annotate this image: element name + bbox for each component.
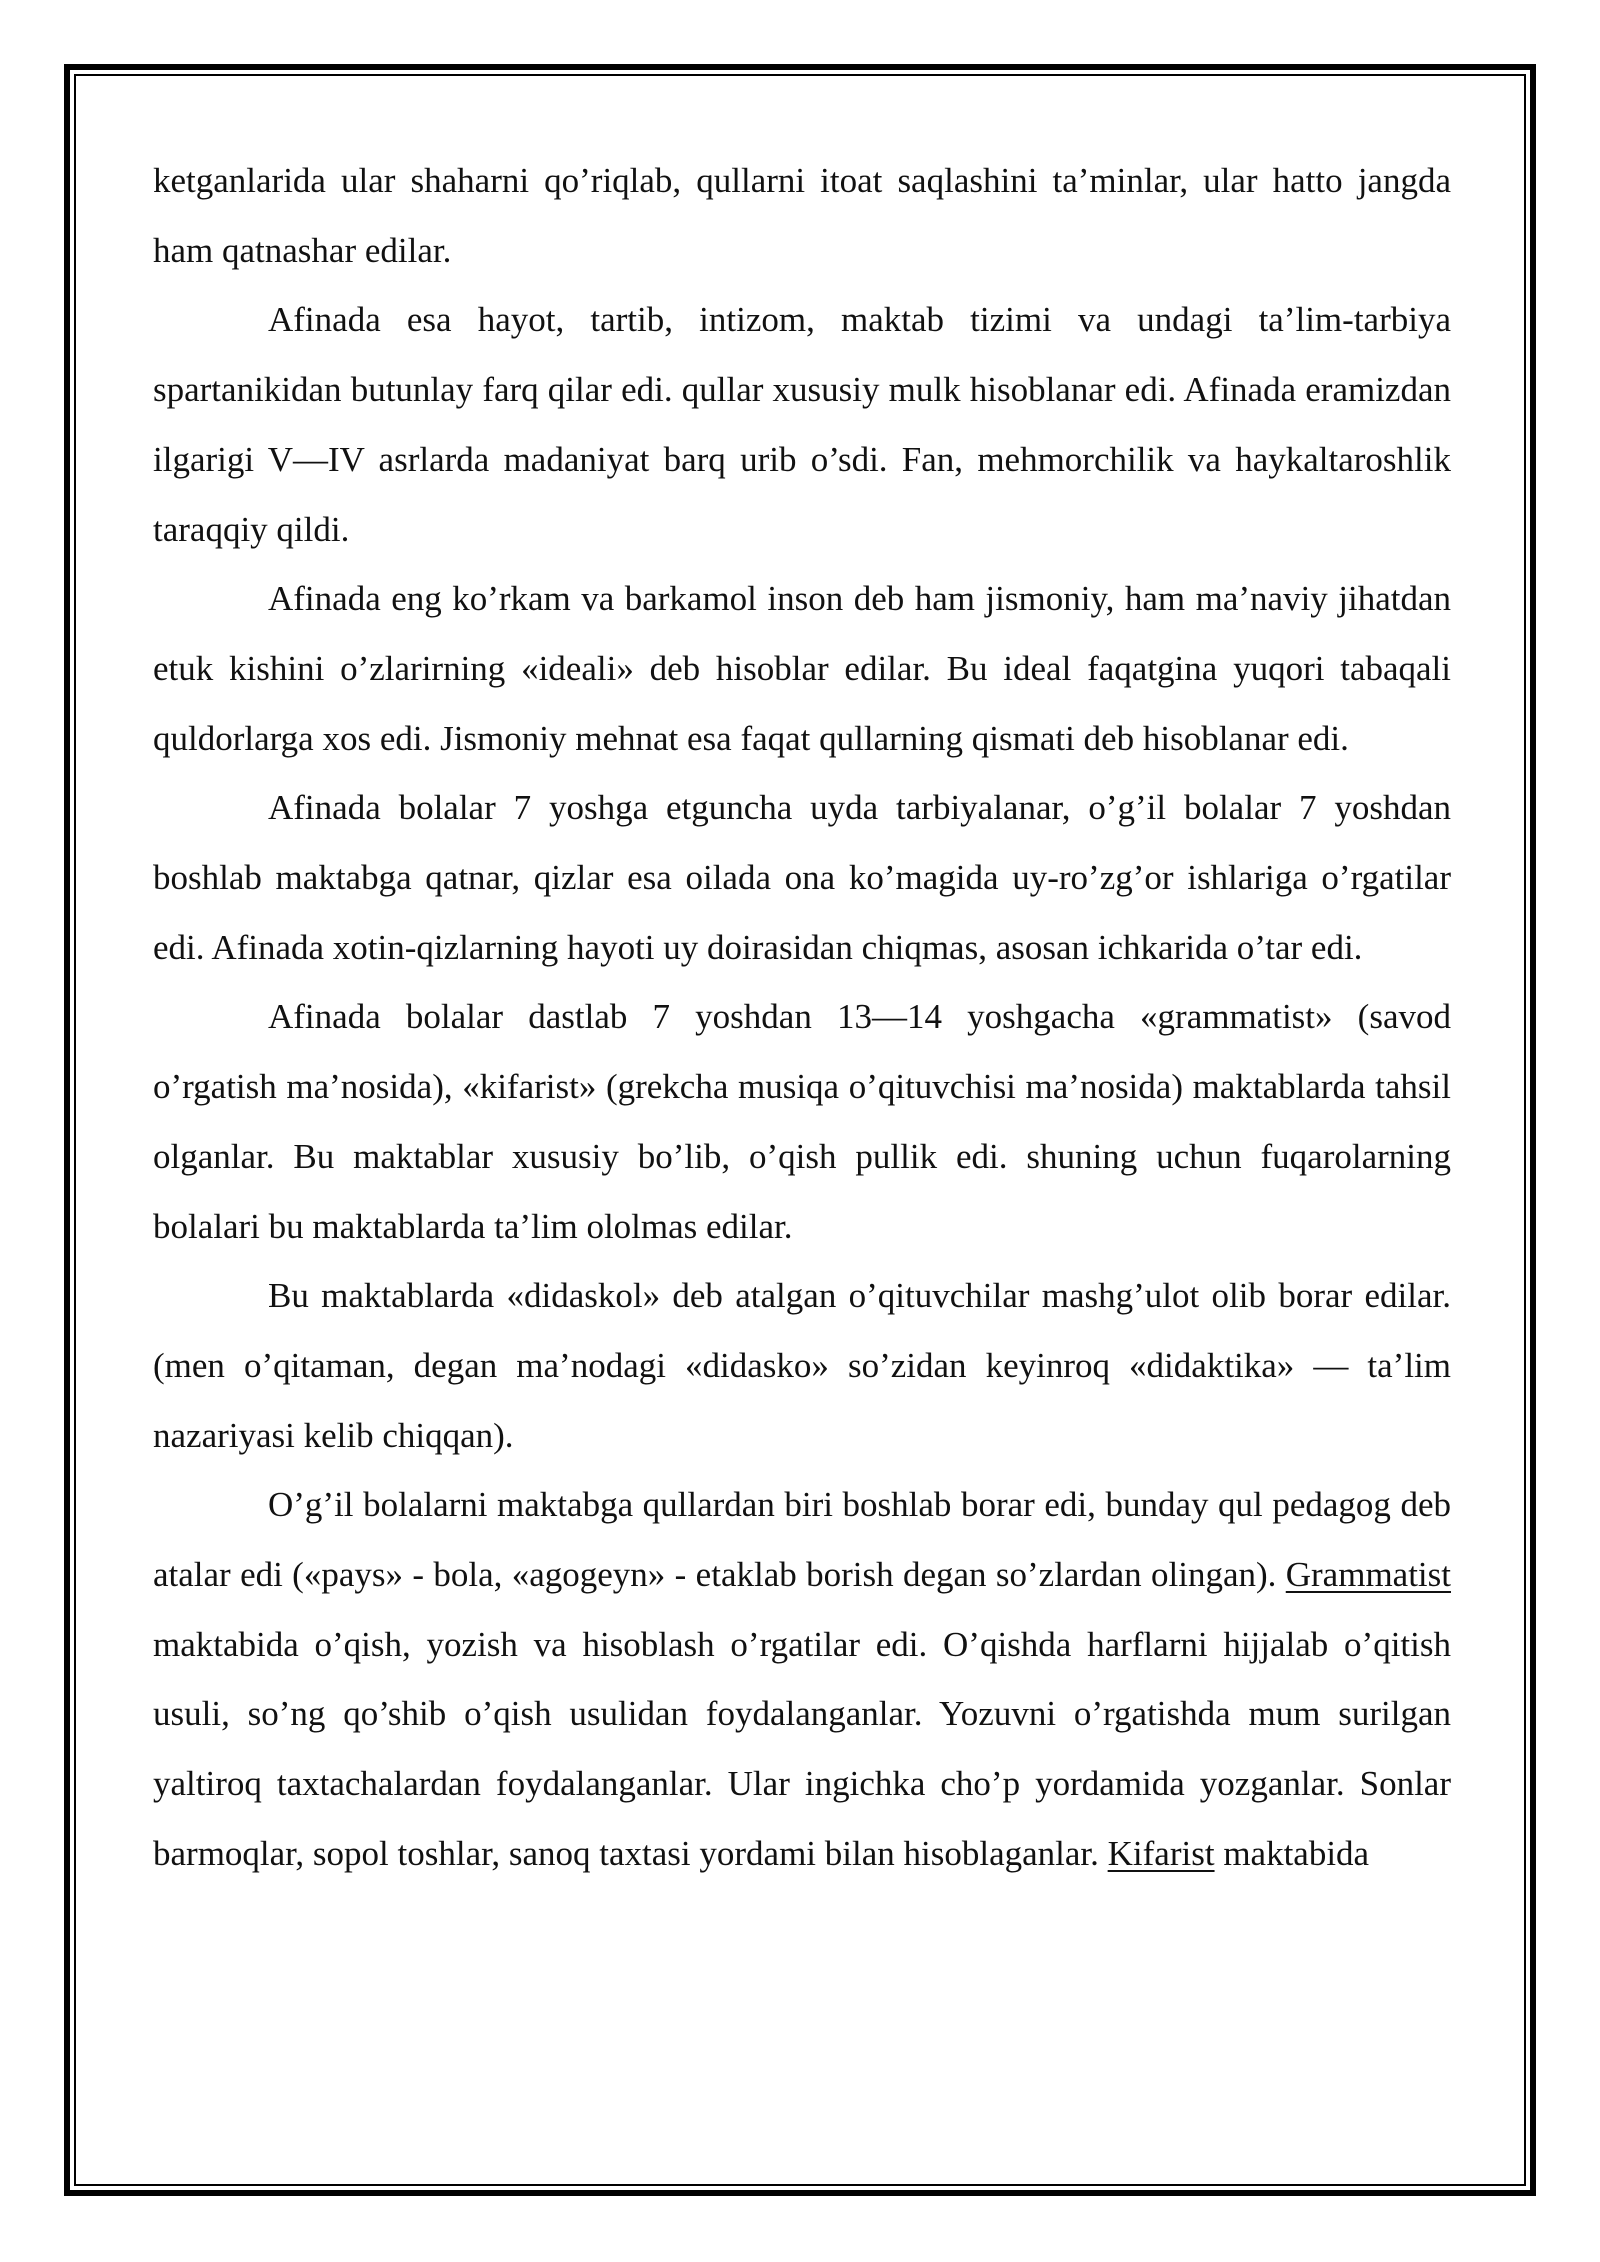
paragraph-text: Afinada bolalar dastlab 7 yoshdan 13—14 yoshgacha «grammatist» (savod o’rgatish ma’nosida), «kifarist» (grekcha musiqa o’qituvchisi ma’nosida) maktablarda tahsil olganlar. Bu maktablar xususiy bo’lib, o’qish pullik edi. shuning uchun fuqarolarning bolalari bu maktablarda ta’lim ololmas edilar. [153,997,1451,1246]
paragraph-text: O’g’il bolalarni maktabga qullardan biri boshlab borar edi, bunday qul pedagog deb atalar edi («pays» - bola, «agogeyn» - etaklab borish degan so’zlardan olingan). [153,1485,1451,1595]
paragraph-text: ketganlarida ular shaharni qo’riqlab, qullarni itoat saqlashini ta’minlar, ular hatto jangda ham qatnashar edilar. [153,161,1451,270]
paragraph-1 [153,146,1451,285]
paragraph-text: maktabida o’qish, yozish va hisoblash o’rgatilar edi. O’qishda harflarni hijjalab o’qitish usuli, so’ng qo’shib o’qish usulidan foydalanganlar. Yozuvni o’rgatishda mum surilgan yaltiroq taxtachalardan foydalanganlar. Ular ingichka cho’p yordamida yozganlar. Sonlar barmoqlar, sopol toshlar, sanoq taxtasi yordami bilan hisoblaganlar. [153,1624,1451,1873]
paragraph-text: maktabida [1214,1833,1370,1873]
paragraph-7 [153,1470,1451,1888]
paragraph-text: Afinada bolalar 7 yoshga etguncha uyda tarbiyalanar, o’g’il bolalar 7 yoshdan boshlab maktabga qatnar, qizlar esa oilada ona ko’magida uy-ro’zg’or ishlariga o’rgatilar edi. Afinada xotin-qizlarning hayoti uy doirasidan chiqmas, asosan ichkarida o’tar edi. [153,788,1451,967]
paragraph-5 [153,982,1451,1261]
paragraph-text: Afinada esa hayot, tartib, intizom, maktab tizimi va undagi ta’lim-tarbiya spartanikidan butunlay farq qilar edi. qullar xususiy mulk hisoblanar edi. Afinada eramizdan ilgarigi V—IV asrlarda madaniyat barq urib o’sdi. Fan, mehmorchilik va haykaltaroshlik taraqqiy qildi. [153,300,1451,549]
paragraph-2 [153,285,1451,564]
paragraph-text: Bu maktablarda «didaskol» deb atalgan o’qituvchilar mashg’ulot olib borar edilar. (men o’qitaman, degan ma’nodagi «didasko» so’zidan keyinroq «didaktika» — ta’lim nazariyasi kelib chiqqan). [153,1276,1451,1455]
paragraph-3 [153,564,1451,773]
paragraph-text: Afinada eng ko’rkam va barkamol inson deb ham jismoniy, ham ma’naviy jihatdan etuk kishini o’zlarirning «ideali» deb hisoblar edilar. Bu ideal faqatgina yuqori tabaqali quldorlarga xos edi. Jismoniy mehnat esa faqat qullarning qismati deb hisoblanar edi. [153,579,1451,758]
paragraph-6 [153,1261,1451,1470]
document-body [153,146,1451,1889]
underlined-term-kifarist: Kifarist [1107,1833,1215,1873]
paragraph-4 [153,773,1451,982]
underlined-term-grammatist: Grammatist [1285,1555,1451,1595]
